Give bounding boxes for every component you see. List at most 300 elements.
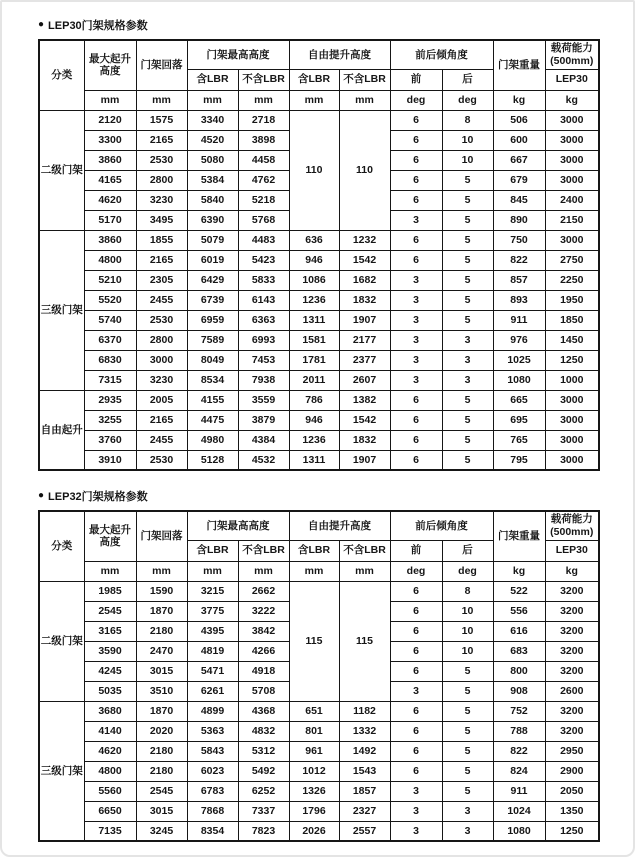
cell-tilt-front: 6 xyxy=(390,721,442,741)
unit-cell: mm xyxy=(136,90,187,110)
unit-cell: mm xyxy=(187,90,238,110)
cell-free-lift-with-lbr: 946 xyxy=(289,410,339,430)
cell-mast-weight: 1025 xyxy=(493,350,545,370)
cell-max-height-with-lbr: 5363 xyxy=(187,721,238,741)
col-header-max-height-with-lbr: 含LBR xyxy=(187,540,238,561)
lep30-table-title-text: LEP30门架规格参数 xyxy=(48,20,148,32)
cell-mast-lowered: 3230 xyxy=(136,190,187,210)
cell-tilt-front: 6 xyxy=(390,190,442,210)
col-header-capacity xyxy=(545,511,599,540)
cell-tilt-front: 6 xyxy=(390,761,442,781)
cell-max-height-without-lbr: 6252 xyxy=(238,781,289,801)
cell-mast-weight: 1024 xyxy=(493,801,545,821)
cell-tilt-rear: 5 xyxy=(442,250,493,270)
cell-capacity: 3000 xyxy=(545,170,599,190)
cell-max-height-with-lbr: 8049 xyxy=(187,350,238,370)
cell-tilt-front: 3 xyxy=(390,310,442,330)
table-row xyxy=(39,801,599,821)
cell-max-lift: 5560 xyxy=(84,781,136,801)
cell-max-height-with-lbr: 6261 xyxy=(187,681,238,701)
lep32-table-title xyxy=(38,488,633,504)
cell-mast-weight: 788 xyxy=(493,721,545,741)
cell-max-height-without-lbr: 2662 xyxy=(238,581,289,601)
cell-capacity: 3000 xyxy=(545,150,599,170)
cell-mast-weight: 522 xyxy=(493,581,545,601)
cell-tilt-rear: 5 xyxy=(442,761,493,781)
cell-mast-lowered: 1855 xyxy=(136,230,187,250)
cell-mast-lowered: 3015 xyxy=(136,801,187,821)
cell-mast-lowered: 2455 xyxy=(136,430,187,450)
cell-mast-lowered: 2180 xyxy=(136,761,187,781)
cell-free-lift-with-lbr: 2011 xyxy=(289,370,339,390)
cell-free-lift-with-lbr: 1236 xyxy=(289,430,339,450)
cell-max-height-without-lbr: 7337 xyxy=(238,801,289,821)
cell-free-lift-with-lbr: 1796 xyxy=(289,801,339,821)
cell-mast-weight: 824 xyxy=(493,761,545,781)
table-row xyxy=(39,741,599,761)
cell-capacity: 3000 xyxy=(545,410,599,430)
cell-mast-weight: 822 xyxy=(493,741,545,761)
cell-max-height-with-lbr: 6023 xyxy=(187,761,238,781)
page-content xyxy=(2,2,633,842)
cell-capacity: 1250 xyxy=(545,821,599,841)
cell-max-height-without-lbr: 3559 xyxy=(238,390,289,410)
cell-max-height-without-lbr: 4532 xyxy=(238,450,289,470)
cell-tilt-front: 6 xyxy=(390,701,442,721)
col-header-max-lift xyxy=(84,511,136,561)
lep30-spec-table xyxy=(38,39,600,471)
cell-mast-lowered: 3000 xyxy=(136,350,187,370)
cell-capacity: 2950 xyxy=(545,741,599,761)
cell-tilt-front: 3 xyxy=(390,681,442,701)
cell-free-lift-with-lbr: 1781 xyxy=(289,350,339,370)
cell-capacity: 2250 xyxy=(545,270,599,290)
cell-free-lift-without-lbr: 1232 xyxy=(339,230,390,250)
cell-free-lift-without-lbr: 1907 xyxy=(339,450,390,470)
cell-mast-lowered: 2455 xyxy=(136,290,187,310)
cell-capacity: 3200 xyxy=(545,621,599,641)
cell-max-lift: 2935 xyxy=(84,390,136,410)
section-gap xyxy=(38,471,633,488)
cell-max-height-without-lbr: 4832 xyxy=(238,721,289,741)
cell-free-lift-with-lbr: 1236 xyxy=(289,290,339,310)
cell-free-lift-without-lbr-merged: 115 xyxy=(339,581,390,701)
cell-max-lift: 7135 xyxy=(84,821,136,841)
cell-max-height-with-lbr: 6019 xyxy=(187,250,238,270)
cell-free-lift-without-lbr: 1332 xyxy=(339,721,390,741)
cell-tilt-rear: 5 xyxy=(442,390,493,410)
cell-mast-lowered: 3015 xyxy=(136,661,187,681)
section-label: 二级门架 xyxy=(39,581,84,701)
cell-max-height-without-lbr: 6363 xyxy=(238,310,289,330)
cell-mast-lowered: 2305 xyxy=(136,270,187,290)
cell-capacity: 3000 xyxy=(545,450,599,470)
cell-tilt-front: 3 xyxy=(390,270,442,290)
cell-tilt-rear: 10 xyxy=(442,621,493,641)
cell-tilt-front: 6 xyxy=(390,581,442,601)
cell-tilt-rear: 10 xyxy=(442,641,493,661)
col-header-free-lift-without-lbr: 不含LBR xyxy=(339,69,390,90)
cell-mast-lowered: 2180 xyxy=(136,621,187,641)
unit-cell: mm xyxy=(84,561,136,581)
unit-cell: deg xyxy=(390,561,442,581)
cell-free-lift-with-lbr: 946 xyxy=(289,250,339,270)
bullet-icon: ● xyxy=(38,490,45,501)
cell-mast-lowered: 3230 xyxy=(136,370,187,390)
cell-free-lift-with-lbr: 1311 xyxy=(289,450,339,470)
cell-tilt-rear: 5 xyxy=(442,170,493,190)
cell-tilt-rear: 5 xyxy=(442,430,493,450)
col-header-capacity-line2: (500mm) xyxy=(550,54,594,67)
col-header-category: 分类 xyxy=(39,40,84,110)
cell-mast-weight: 765 xyxy=(493,430,545,450)
cell-mast-lowered: 2165 xyxy=(136,250,187,270)
cell-max-height-without-lbr: 5833 xyxy=(238,270,289,290)
table-row xyxy=(39,450,599,470)
cell-max-lift: 3300 xyxy=(84,130,136,150)
table-row xyxy=(39,230,599,250)
section-label: 三级门架 xyxy=(39,230,84,390)
cell-capacity: 3200 xyxy=(545,601,599,621)
col-header-max-height-without-lbr: 不含LBR xyxy=(238,69,289,90)
lep32-spec-table xyxy=(38,510,600,842)
table-row xyxy=(39,270,599,290)
unit-cell: mm xyxy=(289,90,339,110)
cell-max-height-without-lbr: 6143 xyxy=(238,290,289,310)
cell-max-height-without-lbr: 3842 xyxy=(238,621,289,641)
cell-max-lift: 5210 xyxy=(84,270,136,290)
unit-cell: kg xyxy=(493,90,545,110)
cell-max-height-with-lbr: 3775 xyxy=(187,601,238,621)
unit-cell: mm xyxy=(289,561,339,581)
cell-max-height-without-lbr: 4266 xyxy=(238,641,289,661)
cell-max-height-without-lbr: 7453 xyxy=(238,350,289,370)
cell-capacity: 1850 xyxy=(545,310,599,330)
cell-capacity: 1350 xyxy=(545,801,599,821)
cell-max-height-with-lbr: 4475 xyxy=(187,410,238,430)
cell-free-lift-without-lbr: 1492 xyxy=(339,741,390,761)
cell-free-lift-without-lbr: 1832 xyxy=(339,290,390,310)
cell-max-lift: 3760 xyxy=(84,430,136,450)
col-header-mast-lowered: 门架回落 xyxy=(136,40,187,90)
cell-mast-weight: 683 xyxy=(493,641,545,661)
col-header-max-height-with-lbr: 含LBR xyxy=(187,69,238,90)
col-header-max-lift-line2: 高度 xyxy=(99,536,121,549)
cell-free-lift-with-lbr: 1311 xyxy=(289,310,339,330)
cell-mast-lowered: 2800 xyxy=(136,170,187,190)
cell-max-height-without-lbr: 5218 xyxy=(238,190,289,210)
col-header-capacity-line1: 载荷能力 xyxy=(550,513,593,526)
cell-mast-weight: 616 xyxy=(493,621,545,641)
cell-max-height-without-lbr: 3898 xyxy=(238,130,289,150)
cell-free-lift-without-lbr: 2327 xyxy=(339,801,390,821)
cell-tilt-rear: 5 xyxy=(442,450,493,470)
cell-tilt-front: 3 xyxy=(390,330,442,350)
cell-tilt-rear: 3 xyxy=(442,821,493,841)
cell-tilt-front: 3 xyxy=(390,370,442,390)
cell-max-lift: 5170 xyxy=(84,210,136,230)
cell-mast-lowered: 2165 xyxy=(136,410,187,430)
cell-free-lift-with-lbr: 1086 xyxy=(289,270,339,290)
col-header-capacity-line2: (500mm) xyxy=(550,525,594,538)
cell-free-lift-with-lbr: 1581 xyxy=(289,330,339,350)
cell-max-lift: 6370 xyxy=(84,330,136,350)
cell-max-height-with-lbr: 5843 xyxy=(187,741,238,761)
cell-free-lift-without-lbr: 1832 xyxy=(339,430,390,450)
cell-mast-weight: 908 xyxy=(493,681,545,701)
cell-max-height-with-lbr: 7589 xyxy=(187,330,238,350)
cell-max-height-with-lbr: 5080 xyxy=(187,150,238,170)
cell-tilt-front: 6 xyxy=(390,430,442,450)
unit-cell: deg xyxy=(442,90,493,110)
cell-max-height-with-lbr: 8354 xyxy=(187,821,238,841)
cell-free-lift-without-lbr: 1907 xyxy=(339,310,390,330)
cell-capacity: 3200 xyxy=(545,701,599,721)
cell-max-height-with-lbr: 4520 xyxy=(187,130,238,150)
cell-mast-lowered: 2180 xyxy=(136,741,187,761)
cell-mast-lowered: 1590 xyxy=(136,581,187,601)
col-header-free-lift-height: 自由提升高度 xyxy=(289,511,390,540)
header-row-groups xyxy=(39,511,599,540)
cell-max-height-without-lbr: 4384 xyxy=(238,430,289,450)
cell-tilt-front: 6 xyxy=(390,601,442,621)
cell-mast-weight: 1080 xyxy=(493,821,545,841)
col-header-free-lift-height: 自由提升高度 xyxy=(289,40,390,69)
cell-tilt-rear: 5 xyxy=(442,310,493,330)
table-row xyxy=(39,410,599,430)
cell-max-lift: 3255 xyxy=(84,410,136,430)
table-row xyxy=(39,250,599,270)
cell-mast-weight: 750 xyxy=(493,230,545,250)
col-header-tilt-rear: 后 xyxy=(442,540,493,561)
cell-mast-lowered: 2020 xyxy=(136,721,187,741)
cell-max-height-with-lbr: 8534 xyxy=(187,370,238,390)
cell-max-lift: 4245 xyxy=(84,661,136,681)
cell-max-lift: 3680 xyxy=(84,701,136,721)
cell-free-lift-without-lbr-merged: 110 xyxy=(339,110,390,230)
table-row xyxy=(39,581,599,601)
header-row-units xyxy=(39,561,599,581)
lep32-table-title-text: LEP32门架规格参数 xyxy=(48,491,148,503)
cell-free-lift-without-lbr: 2607 xyxy=(339,370,390,390)
cell-max-lift: 3860 xyxy=(84,230,136,250)
cell-max-height-with-lbr: 5840 xyxy=(187,190,238,210)
cell-max-height-with-lbr: 6783 xyxy=(187,781,238,801)
cell-mast-weight: 1080 xyxy=(493,370,545,390)
table-row xyxy=(39,390,599,410)
cell-free-lift-with-lbr-merged: 110 xyxy=(289,110,339,230)
cell-tilt-rear: 10 xyxy=(442,601,493,621)
cell-max-height-with-lbr: 6429 xyxy=(187,270,238,290)
cell-max-height-with-lbr: 5079 xyxy=(187,230,238,250)
cell-max-lift: 5520 xyxy=(84,290,136,310)
cell-tilt-rear: 5 xyxy=(442,270,493,290)
col-header-tilt-front: 前 xyxy=(390,540,442,561)
cell-tilt-rear: 8 xyxy=(442,581,493,601)
cell-max-lift: 4620 xyxy=(84,190,136,210)
header-row-units xyxy=(39,90,599,110)
col-header-max-lift-line2: 高度 xyxy=(99,65,121,78)
col-header-tilt-angle: 前后倾角度 xyxy=(390,511,493,540)
cell-tilt-front: 6 xyxy=(390,150,442,170)
col-header-free-lift-with-lbr: 含LBR xyxy=(289,540,339,561)
unit-cell: deg xyxy=(442,561,493,581)
cell-tilt-rear: 5 xyxy=(442,701,493,721)
cell-tilt-rear: 3 xyxy=(442,350,493,370)
cell-max-height-with-lbr: 4155 xyxy=(187,390,238,410)
cell-mast-weight: 893 xyxy=(493,290,545,310)
table-row xyxy=(39,310,599,330)
cell-max-height-without-lbr: 5708 xyxy=(238,681,289,701)
table-row xyxy=(39,290,599,310)
cell-capacity: 2750 xyxy=(545,250,599,270)
cell-mast-lowered: 1575 xyxy=(136,110,187,130)
cell-free-lift-without-lbr: 1682 xyxy=(339,270,390,290)
col-header-tilt-angle: 前后倾角度 xyxy=(390,40,493,69)
cell-max-height-without-lbr: 5423 xyxy=(238,250,289,270)
cell-tilt-rear: 5 xyxy=(442,210,493,230)
cell-max-height-with-lbr: 4899 xyxy=(187,701,238,721)
cell-mast-lowered: 2165 xyxy=(136,130,187,150)
cell-free-lift-with-lbr: 786 xyxy=(289,390,339,410)
unit-cell: mm xyxy=(339,561,390,581)
cell-max-height-without-lbr: 7938 xyxy=(238,370,289,390)
cell-tilt-front: 6 xyxy=(390,110,442,130)
cell-capacity: 3200 xyxy=(545,641,599,661)
cell-max-lift: 5035 xyxy=(84,681,136,701)
cell-mast-weight: 752 xyxy=(493,701,545,721)
cell-max-lift: 7315 xyxy=(84,370,136,390)
unit-cell: kg xyxy=(545,561,599,581)
cell-max-height-without-lbr: 5492 xyxy=(238,761,289,781)
col-header-tilt-front: 前 xyxy=(390,69,442,90)
cell-free-lift-with-lbr: 1326 xyxy=(289,781,339,801)
cell-mast-lowered: 2470 xyxy=(136,641,187,661)
cell-free-lift-with-lbr: 961 xyxy=(289,741,339,761)
cell-mast-lowered: 2530 xyxy=(136,150,187,170)
cell-max-height-without-lbr: 2718 xyxy=(238,110,289,130)
cell-capacity: 3200 xyxy=(545,661,599,681)
cell-tilt-front: 6 xyxy=(390,230,442,250)
cell-max-lift: 2545 xyxy=(84,601,136,621)
cell-tilt-rear: 5 xyxy=(442,741,493,761)
cell-tilt-rear: 5 xyxy=(442,410,493,430)
unit-cell: mm xyxy=(187,561,238,581)
cell-mast-weight: 679 xyxy=(493,170,545,190)
cell-mast-lowered: 3495 xyxy=(136,210,187,230)
cell-mast-lowered: 3245 xyxy=(136,821,187,841)
cell-mast-lowered: 2005 xyxy=(136,390,187,410)
cell-tilt-rear: 5 xyxy=(442,661,493,681)
cell-max-height-with-lbr: 4395 xyxy=(187,621,238,641)
cell-capacity: 2050 xyxy=(545,781,599,801)
table-row xyxy=(39,821,599,841)
cell-max-height-with-lbr: 5384 xyxy=(187,170,238,190)
cell-mast-weight: 857 xyxy=(493,270,545,290)
cell-mast-weight: 665 xyxy=(493,390,545,410)
cell-max-lift: 3165 xyxy=(84,621,136,641)
cell-tilt-front: 3 xyxy=(390,350,442,370)
cell-max-height-with-lbr: 6959 xyxy=(187,310,238,330)
cell-capacity: 3200 xyxy=(545,721,599,741)
cell-max-lift: 3910 xyxy=(84,450,136,470)
cell-capacity: 1950 xyxy=(545,290,599,310)
cell-max-lift: 5740 xyxy=(84,310,136,330)
section-label: 三级门架 xyxy=(39,701,84,841)
cell-mast-weight: 822 xyxy=(493,250,545,270)
table-row xyxy=(39,330,599,350)
cell-free-lift-without-lbr: 2557 xyxy=(339,821,390,841)
cell-tilt-rear: 10 xyxy=(442,150,493,170)
unit-cell: mm xyxy=(84,90,136,110)
lep32-table-body xyxy=(39,581,599,841)
col-header-mast-max-height: 门架最高高度 xyxy=(187,40,289,69)
cell-tilt-front: 3 xyxy=(390,781,442,801)
cell-mast-weight: 845 xyxy=(493,190,545,210)
unit-cell: mm xyxy=(238,561,289,581)
cell-max-height-with-lbr: 3340 xyxy=(187,110,238,130)
col-header-mast-max-height: 门架最高高度 xyxy=(187,511,289,540)
cell-max-height-without-lbr: 4483 xyxy=(238,230,289,250)
table-row xyxy=(39,350,599,370)
table-row xyxy=(39,370,599,390)
cell-tilt-rear: 8 xyxy=(442,110,493,130)
unit-cell: kg xyxy=(493,561,545,581)
section-label: 二级门架 xyxy=(39,110,84,230)
cell-mast-weight: 506 xyxy=(493,110,545,130)
cell-mast-weight: 890 xyxy=(493,210,545,230)
cell-capacity: 2400 xyxy=(545,190,599,210)
cell-max-lift: 6830 xyxy=(84,350,136,370)
cell-capacity: 3200 xyxy=(545,581,599,601)
col-header-tilt-rear: 后 xyxy=(442,69,493,90)
cell-mast-weight: 556 xyxy=(493,601,545,621)
cell-max-lift: 4165 xyxy=(84,170,136,190)
cell-mast-lowered: 1870 xyxy=(136,601,187,621)
cell-max-height-with-lbr: 4980 xyxy=(187,430,238,450)
table-row xyxy=(39,110,599,130)
unit-cell: kg xyxy=(545,90,599,110)
cell-free-lift-with-lbr: 2026 xyxy=(289,821,339,841)
cell-max-lift: 4620 xyxy=(84,741,136,761)
cell-mast-weight: 667 xyxy=(493,150,545,170)
cell-free-lift-with-lbr: 1012 xyxy=(289,761,339,781)
cell-free-lift-without-lbr: 1857 xyxy=(339,781,390,801)
cell-capacity: 3000 xyxy=(545,430,599,450)
cell-capacity: 1250 xyxy=(545,350,599,370)
cell-max-height-without-lbr: 3879 xyxy=(238,410,289,430)
cell-max-height-without-lbr: 5312 xyxy=(238,741,289,761)
cell-mast-weight: 911 xyxy=(493,781,545,801)
cell-tilt-rear: 5 xyxy=(442,781,493,801)
cell-free-lift-with-lbr: 636 xyxy=(289,230,339,250)
table-row xyxy=(39,781,599,801)
cell-free-lift-without-lbr: 2177 xyxy=(339,330,390,350)
cell-max-height-with-lbr: 3215 xyxy=(187,581,238,601)
cell-tilt-front: 6 xyxy=(390,741,442,761)
cell-tilt-front: 6 xyxy=(390,621,442,641)
cell-mast-lowered: 1870 xyxy=(136,701,187,721)
table-row xyxy=(39,721,599,741)
cell-capacity: 3000 xyxy=(545,230,599,250)
table-row xyxy=(39,430,599,450)
cell-free-lift-with-lbr: 651 xyxy=(289,701,339,721)
col-header-max-lift-line1: 最大起升 xyxy=(89,523,131,536)
cell-max-height-without-lbr: 3222 xyxy=(238,601,289,621)
cell-max-height-without-lbr: 6993 xyxy=(238,330,289,350)
cell-tilt-rear: 5 xyxy=(442,230,493,250)
cell-free-lift-with-lbr-merged: 115 xyxy=(289,581,339,701)
